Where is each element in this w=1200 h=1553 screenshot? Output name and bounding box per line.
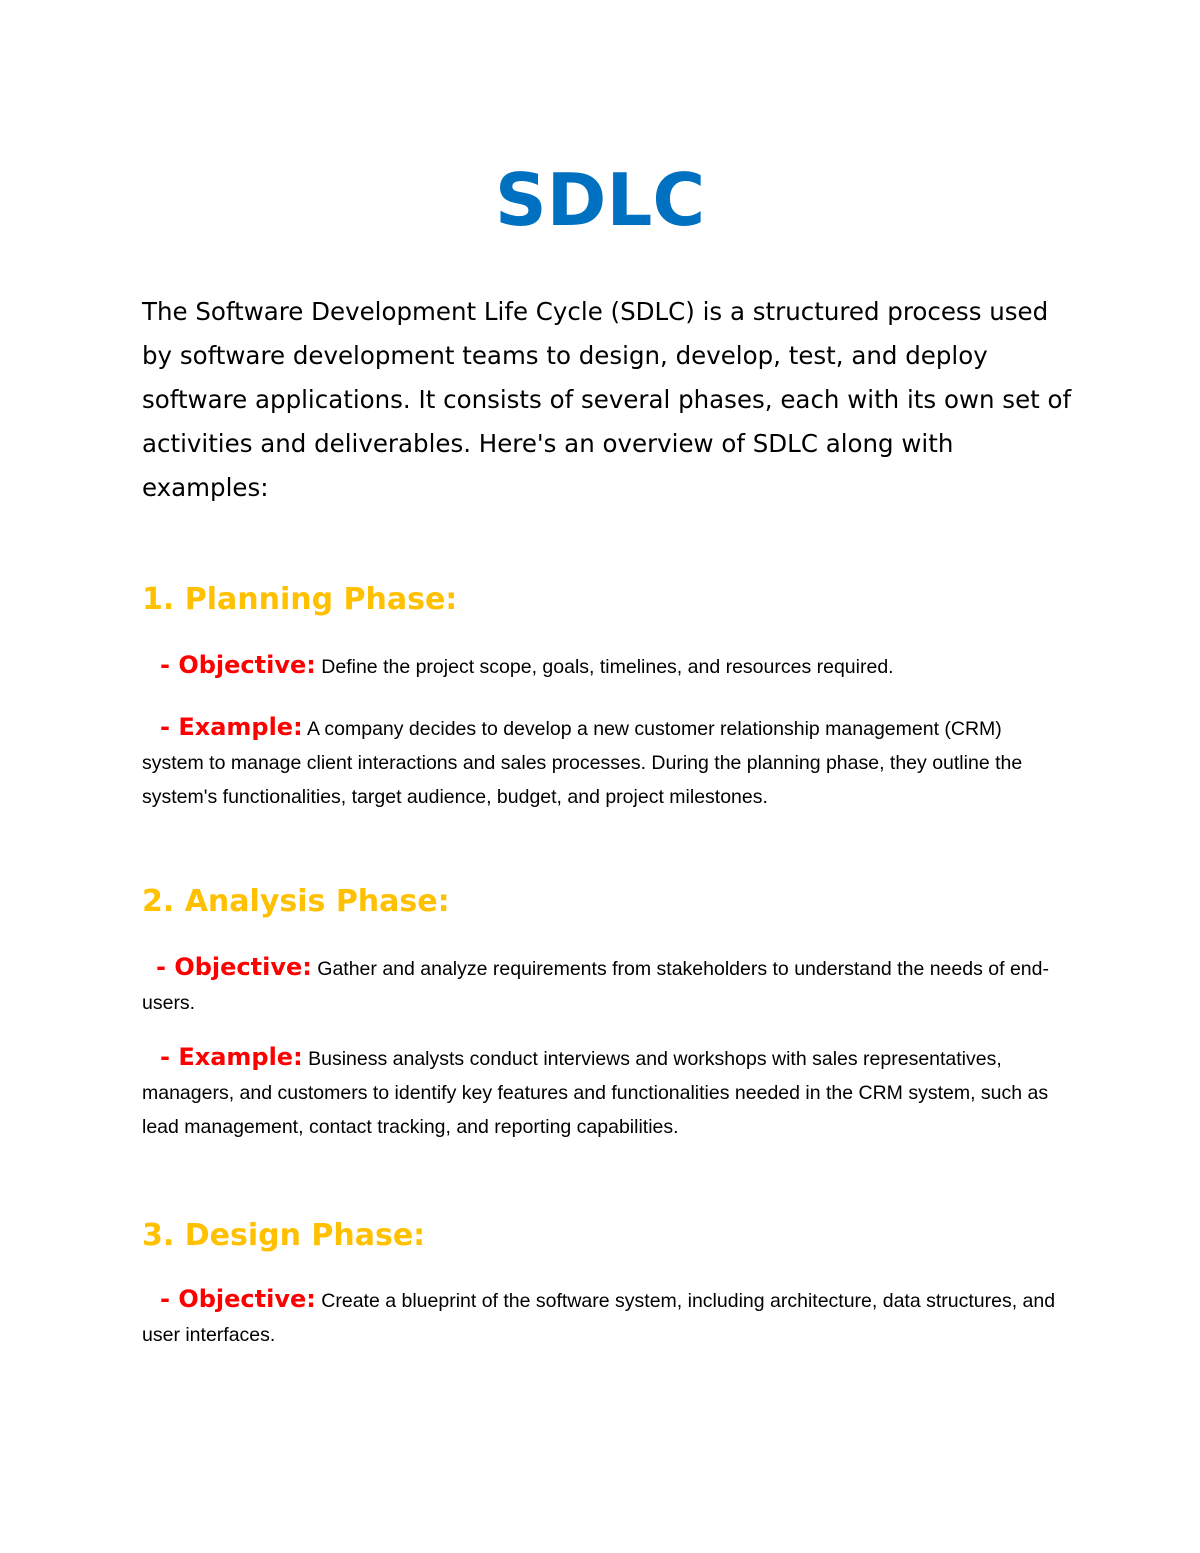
phase-heading-design: 3. Design Phase: xyxy=(142,1218,426,1253)
objective-text: Define the project scope, goals, timelines, and resources required. xyxy=(321,656,894,678)
objective-label: - Objective: xyxy=(160,651,316,679)
example-text: A company decides to develop a new customer relationship management (CRM) system to manage client interactions and sales processes. During the planning phase, they outline the system's functionalities, target audience, budget, and project milestones. xyxy=(142,718,1023,808)
objective-text: Create a blueprint of the software system, including architecture, data structures, and user interfaces. xyxy=(142,1290,1056,1346)
document-title: SDLC xyxy=(494,158,706,242)
analysis-example xyxy=(142,1040,1067,1144)
phase-heading-planning: 1. Planning Phase: xyxy=(142,582,458,617)
design-objective xyxy=(142,1282,1067,1352)
objective-label: - Objective: xyxy=(156,953,312,981)
intro-paragraph: The Software Development Life Cycle (SDLC) is a structured process used by software development teams to design, develop, test, and deploy software applications. It consists of several phases, each with its own set of activities and deliverables. Here's an overview of SDLC along with examples: xyxy=(142,297,1072,502)
objective-label: - Objective: xyxy=(160,1285,316,1313)
analysis-objective xyxy=(142,950,1067,1020)
example-label: - Example: xyxy=(160,1043,303,1071)
planning-example xyxy=(142,710,1067,814)
objective-text: Gather and analyze requirements from stakeholders to understand the needs of end-users. xyxy=(142,958,1049,1014)
example-text: Business analysts conduct interviews and workshops with sales representatives, managers, and customers to identify key features and functionalities needed in the CRM system, such as lead management, contact tracking, and reporting capabilities. xyxy=(142,1048,1049,1138)
phase-heading-analysis: 2. Analysis Phase: xyxy=(142,884,450,919)
example-label: - Example: xyxy=(160,713,303,741)
planning-objective xyxy=(142,648,1067,684)
